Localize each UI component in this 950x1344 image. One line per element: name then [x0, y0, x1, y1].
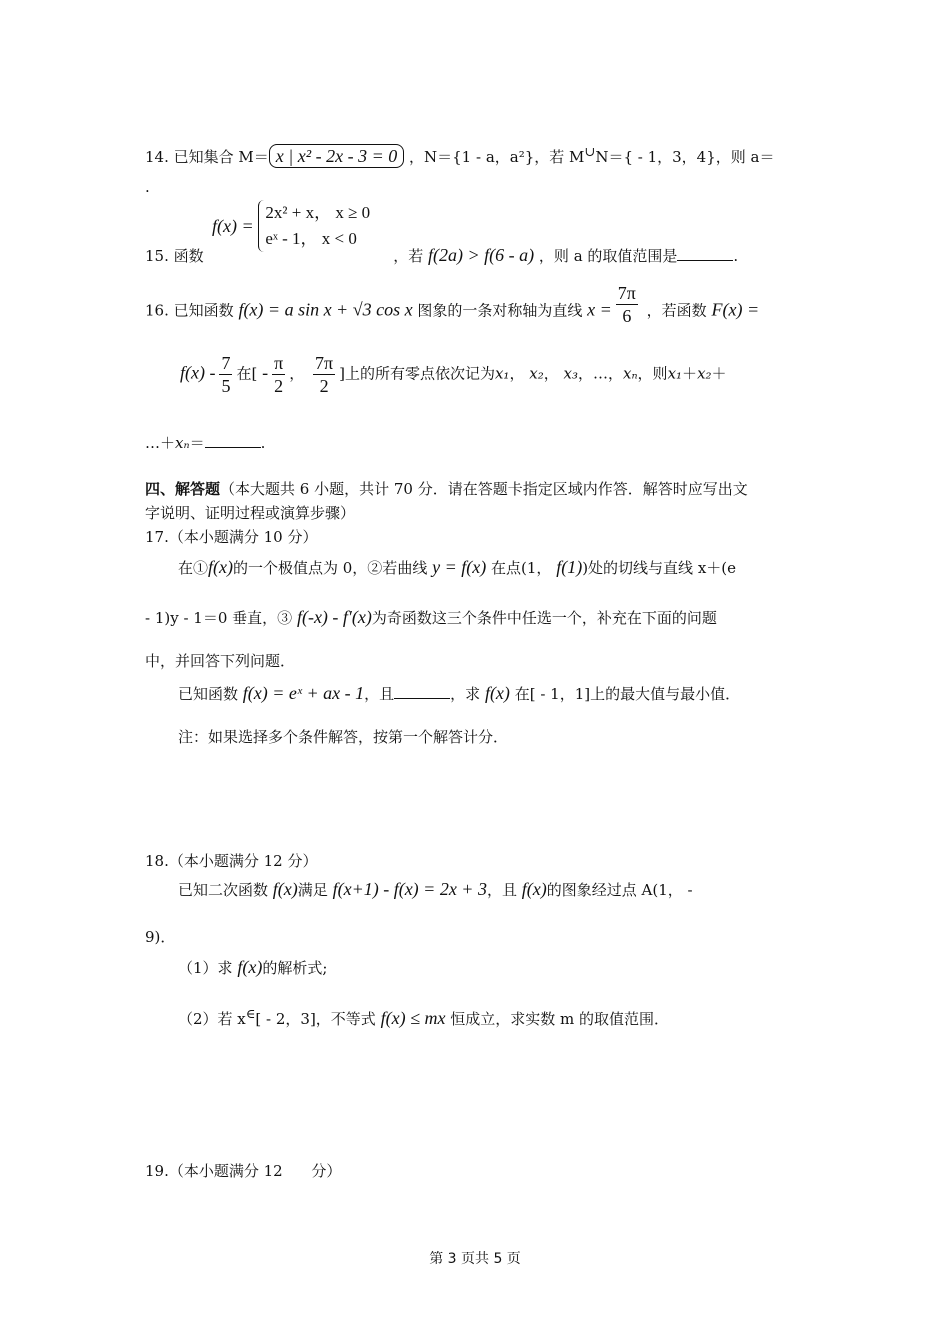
q17-text: 的一个极值点为 0，②若曲线 [233, 559, 428, 577]
frac-numerator: 7π [315, 353, 334, 373]
q16-text: 已知函数 [173, 301, 234, 320]
zero-xn: xₙ [623, 364, 638, 383]
q18-fx: f(x) [272, 879, 298, 899]
q18-fx: f(x) [521, 879, 547, 899]
q18-number: 18. [145, 852, 169, 870]
q16-line2: f(x) - $\frac{7}{5}$ 在[ - $\frac{\pi}{2}$ ， $\frac{7\pi}{2}$ ]上的所有零点依次记为x₁， x₂， x₃，…，xₙ，则x₁＋x₂＋ [180, 353, 727, 396]
q18-score: （本小题满分 12 分） [168, 852, 318, 870]
q18-text: 满足 [297, 881, 328, 899]
q17-text: ，求 [450, 685, 481, 703]
q15-label: 函数 [173, 247, 204, 265]
q15-fx: f(x) = [212, 216, 254, 236]
q17-para1 [178, 556, 808, 579]
q17-curve: y = f(x) [432, 557, 487, 577]
ellipsis: ，…， [577, 364, 623, 383]
section-title: 四、解答题 [145, 480, 221, 498]
q18-equation: f(x+1) - f(x) = 2x + 3 [332, 879, 487, 899]
q15-case1: 2x² + x， x ≥ 0 [265, 203, 371, 222]
q17-text: 在① [178, 559, 209, 577]
q14-line1 [145, 142, 808, 168]
q18-text: 9)． [145, 928, 176, 946]
q18-sub1 [178, 956, 808, 979]
q16-text: 图象的一条对称轴为直线 [417, 301, 583, 320]
q18-inequality: f(x) ≤ mx [380, 1008, 446, 1028]
q14-number: 14. [145, 148, 169, 166]
q16-text: 在[ [236, 364, 258, 383]
q18-para1 [178, 878, 808, 901]
q14-set-expression: x | x² - 2x - 3 = 0 [269, 144, 404, 168]
sum-xn: xₙ [175, 434, 190, 452]
q19-score: （本小题满分 12 分） [168, 1162, 342, 1180]
condition-blank[interactable] [394, 684, 450, 699]
q15-number: 15. [145, 247, 169, 265]
frac-denominator: 2 [319, 376, 329, 396]
q18-fx: f(x) [237, 957, 263, 977]
frac-denominator: 6 [622, 306, 632, 326]
page-footer: 第 3 页共 5 页 [429, 1251, 521, 1267]
q16-line3 [145, 432, 808, 454]
q17-header [145, 526, 808, 548]
q16-number: 16. [145, 301, 169, 320]
q17-text: 已知函数 [178, 685, 239, 703]
q17-score: （本小题满分 10 分） [168, 528, 318, 546]
sum-x1: x₁ [667, 364, 683, 383]
comma: ， [289, 364, 305, 383]
plus: ＋ [682, 364, 698, 383]
q18-text: 的图象经过点 A(1， - [546, 881, 693, 899]
section-desc: （本大题共 6 小题，共计 70 分．请在答题卡指定区域内作答．解答时应写出文 [220, 480, 748, 498]
frac-denominator: 5 [221, 376, 231, 396]
q14-tail: . [145, 178, 150, 196]
answer-blank[interactable] [205, 433, 261, 448]
zero-x1: x₁ [494, 364, 510, 383]
equals: ＝ [189, 434, 205, 452]
q17-para2 [145, 606, 808, 629]
q18-sub2-text: [ - 2，3]，不等式 [255, 1010, 376, 1028]
q16-axis-fraction [616, 282, 638, 327]
q17-text: 在点(1， [491, 559, 552, 577]
q18-para2 [145, 926, 808, 948]
q19-number: 19. [145, 1162, 169, 1180]
q16-text: ，若函数 [646, 301, 707, 320]
q15-text: ，若 [393, 247, 424, 265]
q17-text: ，且 [364, 685, 395, 703]
frac-numerator: 7 [221, 353, 231, 373]
q16-function: f(x) = a sin x + √3 cos x [238, 299, 413, 320]
q17-text: )处的切线与直线 x＋(e [582, 559, 737, 577]
q17-note-text: 注：如果选择多个条件解答，按第一个解答计分． [178, 728, 509, 746]
q16-sum-start: …＋ [145, 434, 176, 452]
q18-sub2 [178, 1004, 808, 1030]
q15-case2: eˣ - 1， x < 0 [265, 229, 357, 248]
q16-Fx: F(x) = [711, 299, 760, 320]
answer-blank[interactable] [677, 246, 733, 261]
plus: ＋ [711, 364, 727, 383]
section4-header [145, 478, 808, 500]
q15-line [145, 244, 808, 267]
frac-numerator: 7π [617, 283, 636, 303]
q18-sub2-text: （2）若 x [178, 1010, 246, 1028]
section4-desc [145, 502, 808, 524]
q18-text: ，且 [486, 881, 517, 899]
q17-para4 [178, 682, 808, 705]
q14-text: ，N＝{1 - a，a²}，若 M [409, 148, 585, 166]
frac-numerator: π [274, 353, 284, 373]
q17-f1: f(1) [556, 557, 583, 577]
q18-sub1-text: 的解析式; [262, 959, 328, 977]
q17-odd-expr: f(-x) - f′(x) [296, 607, 372, 627]
zero-x3: x₃ [563, 364, 578, 383]
q15-condition: f(2a) > f(6 - a) [428, 245, 535, 265]
q14-text: N＝{ - 1，3，4}，则 a＝ [595, 148, 775, 166]
q19-header [145, 1160, 808, 1182]
frac-denominator: 2 [274, 376, 284, 396]
q17-text: - 1)y - 1＝0 垂直，③ [145, 609, 293, 627]
q18-header [145, 850, 808, 872]
q17-text: 为奇函数这三个条件中任选一个，补充在下面的问题 [371, 609, 717, 627]
q16-text: ，则 [637, 364, 668, 383]
q14-text: 已知集合 M＝ [173, 148, 269, 166]
minus-sign: - [262, 362, 269, 383]
q18-sub2-text: 恒成立，求实数 m 的取值范围． [450, 1010, 669, 1028]
q16-fraction-7pi-2 [313, 352, 335, 397]
q17-fx: f(x) [484, 683, 510, 703]
q16-fx-minus: f(x) - [180, 362, 216, 383]
q16-fraction-pi-2 [272, 352, 285, 397]
q16-axis-lhs: x = [587, 299, 612, 320]
zero-x2: x₂ [529, 364, 544, 383]
section-desc-2: 字说明、证明过程或演算步骤） [145, 504, 356, 522]
q17-para3 [145, 650, 808, 672]
q15-text: ，则 a 的取值范围是 [538, 247, 678, 265]
q17-fx: f(x) [208, 557, 233, 577]
q18-text: 已知二次函数 [178, 881, 269, 899]
element-of-symbol: ∈ [245, 1007, 256, 1022]
q14-line2 [145, 176, 808, 198]
q17-note [178, 726, 808, 748]
q15-tail: . [733, 247, 739, 265]
q17-function: f(x) = eˣ + ax - 1 [242, 683, 365, 703]
union-symbol: ∪ [584, 145, 596, 160]
q17-text: 在[ - 1，1]上的最大值与最小值． [514, 685, 741, 703]
q16-fraction-7-5 [219, 352, 232, 397]
q18-sub1-text: （1）求 [178, 959, 233, 977]
sum-x2: x₂ [697, 364, 712, 383]
q17-number: 17. [145, 528, 169, 546]
q17-text: 中，并回答下列问题． [145, 652, 296, 670]
q16-text: ]上的所有零点依次记为 [339, 364, 495, 383]
q16-tail: . [260, 434, 266, 452]
